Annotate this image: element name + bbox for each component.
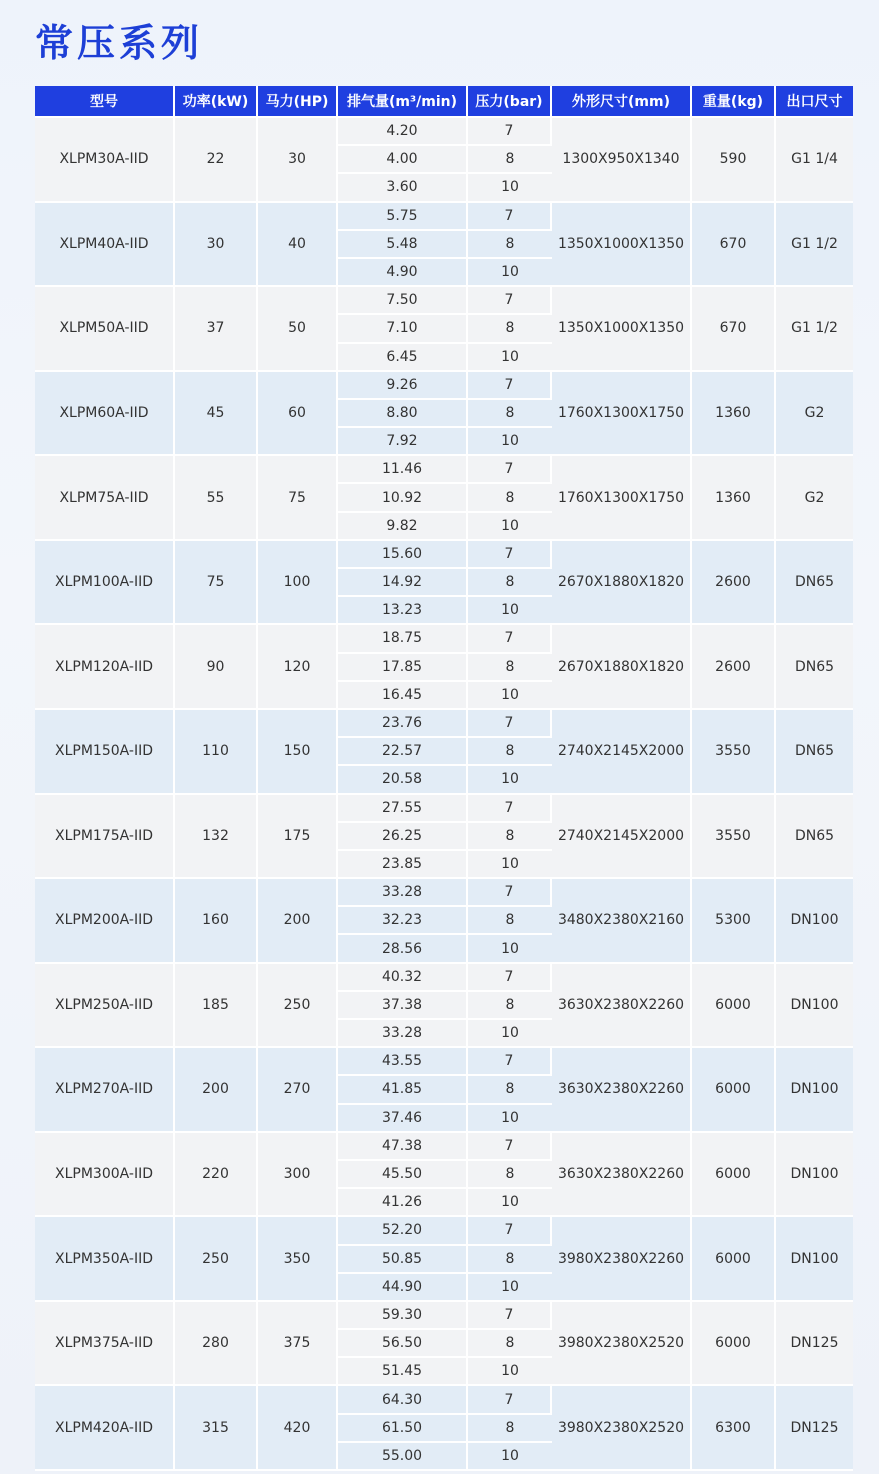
cell-air-delivery: 40.32 — [338, 964, 468, 992]
cell-air-delivery: 33.28 — [338, 1020, 468, 1048]
cell-air-delivery: 13.23 — [338, 597, 468, 625]
cell-air-delivery: 11.46 — [338, 456, 468, 484]
cell-power: 90 — [175, 625, 258, 710]
cell-pressure: 7 — [468, 1302, 552, 1330]
cell-pressure: 7 — [468, 1133, 552, 1161]
cell-pressure: 8 — [468, 315, 552, 343]
cell-air-delivery: 5.48 — [338, 231, 468, 259]
cell-model: XLPM40A-IID — [35, 203, 175, 288]
cell-dimensions: 2670X1880X1820 — [552, 625, 692, 710]
cell-weight: 1360 — [692, 372, 776, 457]
cell-air-delivery: 16.45 — [338, 682, 468, 710]
cell-air-delivery: 18.75 — [338, 625, 468, 653]
cell-dimensions: 1300X950X1340 — [552, 118, 692, 203]
cell-power: 132 — [175, 795, 258, 880]
cell-model: XLPM50A-IID — [35, 287, 175, 372]
cell-pressure: 10 — [468, 428, 552, 456]
cell-weight: 3550 — [692, 795, 776, 880]
cell-model: XLPM175A-IID — [35, 795, 175, 880]
cell-pressure: 8 — [468, 907, 552, 935]
cell-air-delivery: 20.58 — [338, 766, 468, 794]
cell-horsepower: 75 — [258, 456, 338, 541]
cell-model: XLPM270A-IID — [35, 1048, 175, 1133]
cell-air-delivery: 17.85 — [338, 654, 468, 682]
header-weight: 重量(kg) — [692, 86, 776, 118]
cell-weight: 590 — [692, 118, 776, 203]
cell-horsepower: 100 — [258, 541, 338, 626]
cell-dimensions: 2670X1880X1820 — [552, 541, 692, 626]
table-row — [35, 203, 853, 231]
cell-outlet: DN65 — [776, 710, 853, 795]
cell-pressure: 7 — [468, 710, 552, 738]
cell-air-delivery: 43.55 — [338, 1048, 468, 1076]
cell-air-delivery: 10.92 — [338, 484, 468, 512]
cell-outlet: G1 1/4 — [776, 118, 853, 203]
cell-pressure: 7 — [468, 203, 552, 231]
cell-pressure: 8 — [468, 1161, 552, 1189]
cell-horsepower: 150 — [258, 710, 338, 795]
cell-air-delivery: 4.20 — [338, 118, 468, 146]
cell-model: XLPM250A-IID — [35, 964, 175, 1049]
cell-dimensions: 3980X2380X2520 — [552, 1386, 692, 1471]
cell-pressure: 10 — [468, 597, 552, 625]
cell-air-delivery: 6.45 — [338, 344, 468, 372]
cell-pressure: 7 — [468, 1217, 552, 1245]
cell-dimensions: 1350X1000X1350 — [552, 287, 692, 372]
cell-outlet: G1 1/2 — [776, 203, 853, 288]
cell-pressure: 7 — [468, 879, 552, 907]
cell-pressure: 7 — [468, 118, 552, 146]
cell-pressure: 10 — [468, 1020, 552, 1048]
table-row — [35, 795, 853, 823]
cell-air-delivery: 7.50 — [338, 287, 468, 315]
cell-outlet: G1 1/2 — [776, 287, 853, 372]
cell-air-delivery: 9.82 — [338, 513, 468, 541]
cell-dimensions: 3630X2380X2260 — [552, 1133, 692, 1218]
cell-pressure: 7 — [468, 541, 552, 569]
cell-pressure: 8 — [468, 992, 552, 1020]
cell-air-delivery: 4.90 — [338, 259, 468, 287]
cell-air-delivery: 7.10 — [338, 315, 468, 343]
cell-pressure: 8 — [468, 231, 552, 259]
cell-outlet: DN100 — [776, 964, 853, 1049]
cell-power: 75 — [175, 541, 258, 626]
cell-outlet: DN100 — [776, 879, 853, 964]
cell-air-delivery: 32.23 — [338, 907, 468, 935]
cell-pressure: 8 — [468, 823, 552, 851]
cell-air-delivery: 22.57 — [338, 738, 468, 766]
cell-horsepower: 420 — [258, 1386, 338, 1471]
cell-weight: 1360 — [692, 456, 776, 541]
cell-model: XLPM120A-IID — [35, 625, 175, 710]
cell-pressure: 8 — [468, 1246, 552, 1274]
cell-air-delivery: 59.30 — [338, 1302, 468, 1330]
cell-air-delivery: 3.60 — [338, 174, 468, 202]
cell-horsepower: 60 — [258, 372, 338, 457]
cell-air-delivery: 45.50 — [338, 1161, 468, 1189]
cell-outlet: DN65 — [776, 625, 853, 710]
cell-pressure: 10 — [468, 1274, 552, 1302]
table-row — [35, 1133, 853, 1161]
cell-dimensions: 1760X1300X1750 — [552, 372, 692, 457]
cell-weight: 2600 — [692, 541, 776, 626]
cell-air-delivery: 41.26 — [338, 1189, 468, 1217]
header-air-delivery: 排气量(m³/min) — [338, 86, 468, 118]
cell-air-delivery: 15.60 — [338, 541, 468, 569]
header-dimensions: 外形尺寸(mm) — [552, 86, 692, 118]
cell-pressure: 10 — [468, 513, 552, 541]
cell-pressure: 10 — [468, 174, 552, 202]
cell-dimensions: 3980X2380X2260 — [552, 1217, 692, 1302]
header-outlet: 出口尺寸 — [776, 86, 853, 118]
cell-air-delivery: 50.85 — [338, 1246, 468, 1274]
cell-power: 22 — [175, 118, 258, 203]
cell-air-delivery: 5.75 — [338, 203, 468, 231]
cell-outlet: DN65 — [776, 795, 853, 880]
cell-air-delivery: 37.38 — [338, 992, 468, 1020]
cell-air-delivery: 28.56 — [338, 935, 468, 963]
cell-power: 30 — [175, 203, 258, 288]
cell-model: XLPM100A-IID — [35, 541, 175, 626]
cell-pressure: 8 — [468, 569, 552, 597]
table-row — [35, 710, 853, 738]
cell-air-delivery: 64.30 — [338, 1386, 468, 1414]
page-title: 常压系列 — [35, 21, 204, 65]
cell-model: XLPM350A-IID — [35, 1217, 175, 1302]
cell-weight: 6000 — [692, 1133, 776, 1218]
table-row — [35, 1048, 853, 1076]
cell-air-delivery: 14.92 — [338, 569, 468, 597]
cell-power: 280 — [175, 1302, 258, 1387]
cell-model: XLPM375A-IID — [35, 1302, 175, 1387]
cell-outlet: DN100 — [776, 1048, 853, 1133]
cell-air-delivery: 33.28 — [338, 879, 468, 907]
cell-dimensions: 3980X2380X2520 — [552, 1302, 692, 1387]
cell-air-delivery: 4.00 — [338, 146, 468, 174]
cell-power: 37 — [175, 287, 258, 372]
cell-air-delivery: 56.50 — [338, 1330, 468, 1358]
cell-model: XLPM300A-IID — [35, 1133, 175, 1218]
cell-air-delivery: 7.92 — [338, 428, 468, 456]
cell-power: 55 — [175, 456, 258, 541]
cell-model: XLPM420A-IID — [35, 1386, 175, 1471]
header-model: 型号 — [35, 86, 175, 118]
cell-pressure: 8 — [468, 146, 552, 174]
cell-pressure: 7 — [468, 625, 552, 653]
header-pressure: 压力(bar) — [468, 86, 552, 118]
cell-horsepower: 350 — [258, 1217, 338, 1302]
cell-horsepower: 200 — [258, 879, 338, 964]
cell-air-delivery: 9.26 — [338, 372, 468, 400]
cell-power: 160 — [175, 879, 258, 964]
cell-pressure: 7 — [468, 372, 552, 400]
spec-table — [35, 86, 853, 1471]
cell-weight: 6000 — [692, 1048, 776, 1133]
cell-pressure: 8 — [468, 1415, 552, 1443]
cell-outlet: DN65 — [776, 541, 853, 626]
cell-horsepower: 40 — [258, 203, 338, 288]
cell-air-delivery: 61.50 — [338, 1415, 468, 1443]
cell-outlet: DN100 — [776, 1133, 853, 1218]
cell-pressure: 7 — [468, 1048, 552, 1076]
cell-outlet: DN125 — [776, 1302, 853, 1387]
cell-pressure: 8 — [468, 654, 552, 682]
cell-air-delivery: 23.76 — [338, 710, 468, 738]
cell-horsepower: 300 — [258, 1133, 338, 1218]
cell-horsepower: 30 — [258, 118, 338, 203]
cell-model: XLPM150A-IID — [35, 710, 175, 795]
cell-dimensions: 1760X1300X1750 — [552, 456, 692, 541]
cell-air-delivery: 44.90 — [338, 1274, 468, 1302]
cell-pressure: 10 — [468, 344, 552, 372]
cell-power: 185 — [175, 964, 258, 1049]
cell-dimensions: 2740X2145X2000 — [552, 795, 692, 880]
cell-outlet: G2 — [776, 372, 853, 457]
cell-pressure: 8 — [468, 1076, 552, 1104]
cell-pressure: 7 — [468, 795, 552, 823]
cell-pressure: 10 — [468, 851, 552, 879]
cell-dimensions: 2740X2145X2000 — [552, 710, 692, 795]
cell-model: XLPM60A-IID — [35, 372, 175, 457]
header-power: 功率(kW) — [175, 86, 258, 118]
cell-weight: 3550 — [692, 710, 776, 795]
cell-weight: 2600 — [692, 625, 776, 710]
cell-pressure: 10 — [468, 1105, 552, 1133]
table-row — [35, 625, 853, 653]
table-row — [35, 372, 853, 400]
cell-pressure: 10 — [468, 1189, 552, 1217]
cell-weight: 6000 — [692, 964, 776, 1049]
table-row — [35, 879, 853, 907]
cell-air-delivery: 8.80 — [338, 400, 468, 428]
cell-outlet: DN100 — [776, 1217, 853, 1302]
cell-pressure: 10 — [468, 1358, 552, 1386]
cell-power: 250 — [175, 1217, 258, 1302]
cell-weight: 670 — [692, 287, 776, 372]
cell-dimensions: 3630X2380X2260 — [552, 1048, 692, 1133]
cell-air-delivery: 51.45 — [338, 1358, 468, 1386]
table-row — [35, 1217, 853, 1245]
header-horsepower: 马力(HP) — [258, 86, 338, 118]
cell-air-delivery: 26.25 — [338, 823, 468, 851]
cell-model: XLPM200A-IID — [35, 879, 175, 964]
cell-weight: 670 — [692, 203, 776, 288]
cell-air-delivery: 37.46 — [338, 1105, 468, 1133]
cell-air-delivery: 27.55 — [338, 795, 468, 823]
cell-horsepower: 175 — [258, 795, 338, 880]
cell-weight: 6000 — [692, 1302, 776, 1387]
cell-air-delivery: 52.20 — [338, 1217, 468, 1245]
cell-model: XLPM30A-IID — [35, 118, 175, 203]
cell-model: XLPM75A-IID — [35, 456, 175, 541]
cell-pressure: 8 — [468, 738, 552, 766]
cell-power: 45 — [175, 372, 258, 457]
cell-weight: 6000 — [692, 1217, 776, 1302]
cell-air-delivery: 47.38 — [338, 1133, 468, 1161]
cell-pressure: 7 — [468, 964, 552, 992]
table-row — [35, 964, 853, 992]
cell-weight: 5300 — [692, 879, 776, 964]
cell-pressure: 7 — [468, 456, 552, 484]
table-row — [35, 1302, 853, 1330]
table-row — [35, 118, 853, 146]
table-body — [35, 118, 853, 1471]
table-row — [35, 287, 853, 315]
cell-pressure: 7 — [468, 1386, 552, 1414]
table-row — [35, 456, 853, 484]
table-row — [35, 1386, 853, 1414]
cell-dimensions: 3630X2380X2260 — [552, 964, 692, 1049]
cell-pressure: 10 — [468, 935, 552, 963]
cell-horsepower: 375 — [258, 1302, 338, 1387]
cell-power: 220 — [175, 1133, 258, 1218]
cell-pressure: 8 — [468, 1330, 552, 1358]
cell-horsepower: 270 — [258, 1048, 338, 1133]
cell-dimensions: 3480X2380X2160 — [552, 879, 692, 964]
cell-air-delivery: 55.00 — [338, 1443, 468, 1471]
cell-horsepower: 120 — [258, 625, 338, 710]
cell-pressure: 8 — [468, 484, 552, 512]
cell-pressure: 7 — [468, 287, 552, 315]
cell-pressure: 10 — [468, 682, 552, 710]
cell-pressure: 10 — [468, 766, 552, 794]
cell-outlet: DN125 — [776, 1386, 853, 1471]
table-row — [35, 541, 853, 569]
cell-air-delivery: 23.85 — [338, 851, 468, 879]
cell-power: 200 — [175, 1048, 258, 1133]
cell-pressure: 10 — [468, 1443, 552, 1471]
cell-weight: 6300 — [692, 1386, 776, 1471]
cell-pressure: 10 — [468, 259, 552, 287]
cell-air-delivery: 41.85 — [338, 1076, 468, 1104]
table-header-row — [35, 86, 853, 118]
cell-power: 315 — [175, 1386, 258, 1471]
cell-horsepower: 50 — [258, 287, 338, 372]
cell-outlet: G2 — [776, 456, 853, 541]
cell-power: 110 — [175, 710, 258, 795]
cell-horsepower: 250 — [258, 964, 338, 1049]
cell-dimensions: 1350X1000X1350 — [552, 203, 692, 288]
cell-pressure: 8 — [468, 400, 552, 428]
